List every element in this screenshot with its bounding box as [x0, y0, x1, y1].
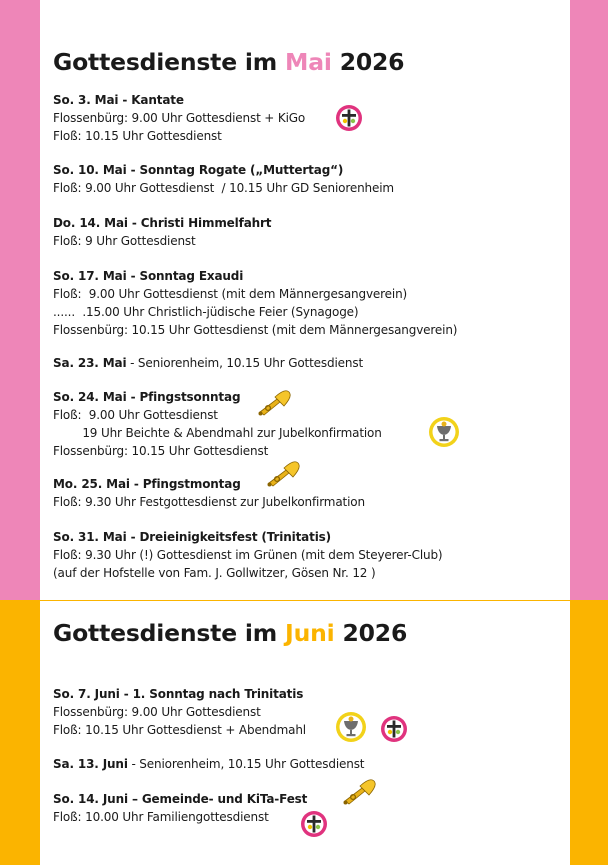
event-may-14 [53, 214, 271, 250]
june-title-prefix: Gottesdienste im [53, 619, 286, 647]
may-title [53, 48, 404, 76]
event-heading: So. 10. Mai - Sonntag Rogate („Muttertag“) [53, 163, 344, 177]
event-may-23 [53, 354, 363, 372]
event-heading: Sa. 23. Mai [53, 356, 127, 370]
event-line: Floß: 9.30 Uhr (!) Gottesdienst im Grünen (mit dem Steyerer-Club) [53, 548, 443, 562]
event-heading: Do. 14. Mai - Christi Himmelfahrt [53, 216, 272, 230]
event-heading: So. 14. Juni – Gemeinde- und KiTa-Fest [53, 792, 308, 806]
event-heading: Mo. 25. Mai - Pfingstmontag [53, 477, 241, 491]
event-heading: So. 31. Mai - Dreieinigkeitsfest (Trinitatis) [53, 530, 331, 544]
event-june-7 [53, 685, 306, 739]
event-heading: Sa. 13. Juni [53, 757, 128, 771]
kigo-icon [300, 810, 328, 838]
chalice-icon [428, 416, 460, 448]
kigo-icon [380, 715, 408, 743]
event-line: Floß: 10.15 Uhr Gottesdienst + Abendmahl [53, 723, 306, 737]
june-title-month: Juni [285, 619, 335, 647]
event-heading: So. 24. Mai - Pfingstsonntag [53, 390, 241, 404]
trumpet-icon [342, 777, 378, 809]
event-heading-rest: - Seniorenheim, 10.15 Uhr Gottesdienst [127, 757, 365, 771]
event-heading: So. 3. Mai - Kantate [53, 93, 184, 107]
event-may-17 [53, 267, 457, 339]
event-may-3 [53, 91, 305, 145]
trumpet-icon [257, 388, 293, 420]
event-line: Floß: 9.00 Uhr Gottesdienst [53, 408, 218, 422]
may-title-year: 2026 [331, 48, 405, 76]
june-title-year: 2026 [334, 619, 408, 647]
trumpet-icon [266, 459, 302, 491]
event-line: Floß: 10.00 Uhr Familiengottesdienst [53, 810, 269, 824]
kigo-icon [335, 104, 363, 132]
event-may-25 [53, 475, 365, 511]
may-title-month: Mai [285, 48, 332, 76]
event-line: Floß: 9 Uhr Gottesdienst [53, 234, 196, 248]
june-title [53, 619, 407, 647]
event-line: (auf der Hofstelle von Fam. J. Gollwitzer, Gösen Nr. 12 ) [53, 566, 376, 580]
event-heading: So. 17. Mai - Sonntag Exaudi [53, 269, 244, 283]
event-heading: So. 7. Juni - 1. Sonntag nach Trinitatis [53, 687, 304, 701]
event-line: Floß: 9.00 Uhr Gottesdienst / 10.15 Uhr GD Seniorenheim [53, 181, 394, 195]
event-line: Flossenbürg: 10.15 Uhr Gottesdienst [53, 444, 269, 458]
event-may-10 [53, 161, 394, 197]
event-line: ...... .15.00 Uhr Christlich-jüdische Feier (Synagoge) [53, 305, 359, 319]
event-line: Floß: 9.30 Uhr Festgottesdienst zur Jubelkonfirmation [53, 495, 365, 509]
event-may-24 [53, 388, 382, 460]
event-may-31 [53, 528, 442, 582]
event-heading-rest: - Seniorenheim, 10.15 Uhr Gottesdienst [126, 356, 363, 370]
event-line: Flossenbürg: 9.00 Uhr Gottesdienst [53, 705, 261, 719]
chalice-icon [335, 711, 367, 743]
event-line: 19 Uhr Beichte & Abendmahl zur Jubelkonfirmation [53, 426, 382, 440]
event-line: Floß: 10.15 Uhr Gottesdienst [53, 129, 222, 143]
event-line: Flossenbürg: 10.15 Uhr Gottesdienst (mit dem Männergesangverein) [53, 323, 458, 337]
event-june-13 [53, 755, 364, 773]
event-line: Flossenbürg: 9.00 Uhr Gottesdienst + KiGo [53, 111, 306, 125]
event-line: Floß: 9.00 Uhr Gottesdienst (mit dem Männergesangverein) [53, 287, 408, 301]
may-title-prefix: Gottesdienste im [53, 48, 286, 76]
event-june-14 [53, 790, 307, 826]
